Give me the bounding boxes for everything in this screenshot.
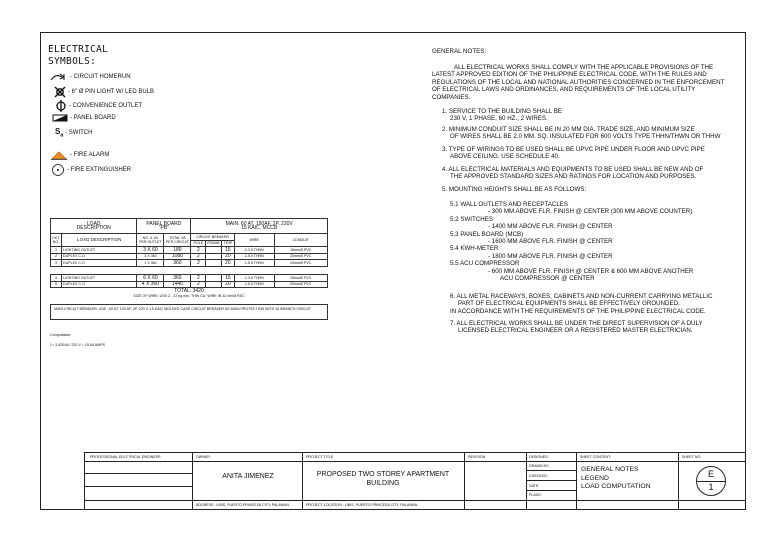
sheet-content: GENERAL NOTES LEGEND LOAD COMPUTATION (581, 466, 651, 490)
wire-size-note: SIZE OF WIRE: USE 2 - 22 sq.mm. THW CU. WIRE IN 32 mmØ RSC (133, 294, 245, 299)
note-7: 7. ALL ELECTRICAL WORKS SHALL BE UNDER THE DIRECT SUPERVISION OF A DULY LICENSED ELECTRICAL ENGINEER OR A REGISTERED MASTER ELECTRICIAN. (450, 320, 703, 335)
legend-circuit-homerun (50, 72, 131, 82)
notes-intro: ALL ELECTRICAL WORKS SHALL COMPLY WITH THE APPLICABLE PROVISIONS OF THE LATEST APPROVED EDITION OF THE PHILIPPINE ELECTRICAL CODE, WITH THE RULES AND REGULATIONS OF THE LOCAL AND NATIONAL AUTHORITIES CONCERNED IN THE ENFORCEMENT OF ELECTRICAL LAWS AND ORDINANCES, AND REQUIREMENTS OF THE LOCAL UTILITY COMPANIES. (432, 64, 725, 101)
legend-fire-alarm (50, 150, 109, 160)
notes-heading: GENERAL NOTES: (432, 48, 487, 55)
circuit-homerun-icon (50, 72, 68, 82)
panel-board-icon (52, 114, 68, 122)
load-total: TOTAL: 3420 (174, 287, 204, 294)
legend-label: - FIRE ALARM (70, 152, 110, 158)
legend-label: - PANEL BOARD (70, 115, 116, 121)
legend-label: - CIRCUIT HOMERUN (70, 74, 131, 80)
owner-name: ANITA JIMENEZ (222, 473, 274, 480)
date-label: DATE: (529, 484, 540, 488)
title-line-2: SYMBOLS: (48, 56, 97, 67)
checked-label: CHECKED: (529, 474, 548, 478)
sheet-content-label: SHEET CONTENT: (580, 455, 611, 459)
switch-icon: $S_a$ (55, 127, 64, 139)
note-2: 2. MINIMUM CONDUIT SIZE SHALL BE IN 20 MM DIA. TRADE SIZE, AND MINIMUM SIZE OF WIRES SHALL BE 2.0 MM. SQ. INSULATED FOR 600 VOLTS TYPE THHN/THWN OR THHW (442, 126, 721, 141)
table-column-header-row: CKT. NO. LOAD DESCRIPTION NO. & VA PER OUTLET TOTAL VA PER CIRCUIT CIRCUIT BREAKER WIRE CONDUIT (51, 234, 328, 241)
table-row: 2 DUPLEX C.O 3 X 360 1080 2 20 2-5.5 THHN 20mmØ PVC (51, 253, 328, 260)
sheet-letter: E (707, 469, 714, 479)
note-5-sub: 5.1 WALL OUTLETS AND RECEPTACLES - 300 MM ABOVE FLR. FINISH @ CENTER (300 MM ABOVE COUNTER) 5.2 SWITCHES - 1400 MM ABOVE FLR. FINISH @ CENTER 5.3 PANEL BOARD (MCB) - 1600 MM ABOVE FLR. FINISH @ CENTER 5.4 KWH-METER - 1800 MM ABOVE FLR. FINISH @ CENTER 5.5 ACU COMPRESSOR - 600 MM ABOVE FLR. FINISH @ CENTER & 600 MM ABOVE ANOTHER ACU COMPRESSOR @ CENTER (450, 201, 694, 283)
drawn-label: DRAWN BY: (529, 464, 550, 468)
title-line-1: ELECTRICAL (48, 44, 109, 55)
table-row: 5 DUPLEX C.O 4 X 360 1440 2 20 2-5.5 THHN 20mmØ PVC (51, 281, 328, 288)
note-1: 1. SERVICE TO THE BUILDING SHALL BE 230 V, 1 PHASE, 60 HZ., 2 WIRES. (442, 108, 563, 123)
note-4: 4. ALL ELECTRICAL MATERIALS AND EQUIPMENTS TO BE USED SHALL BE NEW AND OF THE APPROVED STANDARD SIZES AND RATINGS FOR LOCATION AND PURPOSES. (442, 166, 704, 181)
project-title: PROPOSED TWO STOREY APARTMENT BUILDING (316, 471, 450, 487)
table-row: 4 LIGHTING OUTLET 6 X 60 360 2 15 2-3.5 THHN 15mmØ PVC (51, 274, 328, 281)
legend-label: - 6" Ø PIN LIGHT W/ LED BULB (68, 89, 155, 95)
legend-label: - SWITCH (65, 129, 93, 136)
note-6: 6. ALL METAL RACEWAYS, BOXES, CABINETS AND NON-CURRENT CARRYING METALLIC PART OF ELECTRICAL EQUIPMENTS SHALL BE EFFECTIVELY GROUNDED, IN ACCORDANCE WITH THE REQUIREMENTS OF THE PHILIPPINE ELECTRICAL CODE. (450, 293, 713, 315)
pin-light-icon (54, 86, 66, 98)
project-location: PROJECT LOCATION : LIBIS, PUERTO PRINCESA CITY, PALAWAN (306, 503, 418, 507)
legend-panel-board (52, 114, 116, 122)
owner-address: ADDRESS : LIBIS, PUERTO PRINCESA CITY, PALAWAN (196, 503, 289, 507)
computation-formula: I = 3,420VA / 220 V = 15.54 AMPS (50, 343, 105, 347)
legend-pin-light (54, 86, 154, 98)
title-block (84, 452, 746, 510)
place-label: PLACE: (529, 493, 542, 497)
designed-label: DESIGNED: (529, 455, 549, 459)
convenience-outlet-icon (55, 100, 67, 112)
fire-extinguisher-icon (51, 163, 65, 177)
main-breaker-note: MAIN CIRCUIT BREAKER: USE : 60 AT, 125 AF, 2P, 220 V, 15 KAIC MOLDED CASE CIRCUIT BREAKER AS MAIN PROTECTION WITH 16 BRANCH CIRCUIT (50, 304, 328, 320)
load-schedule-table (50, 218, 328, 299)
symbols-title (48, 44, 108, 68)
sheet-number-circle (696, 466, 726, 496)
note-5: 5. MOUNTING HEIGHTS SHALL BE AS FOLLOWS: (442, 186, 587, 193)
project-title-label: PROJECT TITLE (306, 455, 334, 459)
table-row: 3 DUPLEX C.O 1 X 360 360 2 20 2-5.5 THHN 20mmØ PVC (51, 260, 328, 267)
computation-label: Computation: (50, 333, 72, 337)
table-subheader-row: POLE FRAME TRIP (51, 240, 328, 247)
sheet-number: 1 (708, 482, 714, 492)
legend-label: - CONVENIENCE OUTLET (69, 103, 143, 109)
table-header-row: LOAD DESCRIPTION PANEL BOARD "PB" MAIN: 60 AT, 150AF, 2P, 220V 15 KAIC, MCCB (51, 219, 328, 234)
note-3: 3. TYPE OF WIRINGS TO BE USED SHALL BE UPVC PIPE UNDER FLOOR AND UPVC PIPE ABOVE CEILING, USE SCHEDULE 40. (442, 146, 705, 161)
revision-label: REVISION (468, 455, 486, 459)
owner-label: OWNER: (196, 455, 211, 459)
pee-label: PROFESSIONAL ELECTRICAL ENGINEER (90, 455, 161, 459)
legend-fire-extinguisher (51, 163, 131, 177)
legend-convenience-outlet (55, 100, 142, 112)
table-row: 1 LIGHTING OUTLET 3 X 60 180 2 15 2-3.5 THHN 15mmØ PVC (51, 247, 328, 254)
legend-switch (55, 127, 92, 139)
fire-alarm-icon (50, 150, 68, 160)
sheet-no-label: SHEET NO: (682, 455, 702, 459)
legend-label: - FIRE EXTINGUISHER (67, 167, 132, 173)
